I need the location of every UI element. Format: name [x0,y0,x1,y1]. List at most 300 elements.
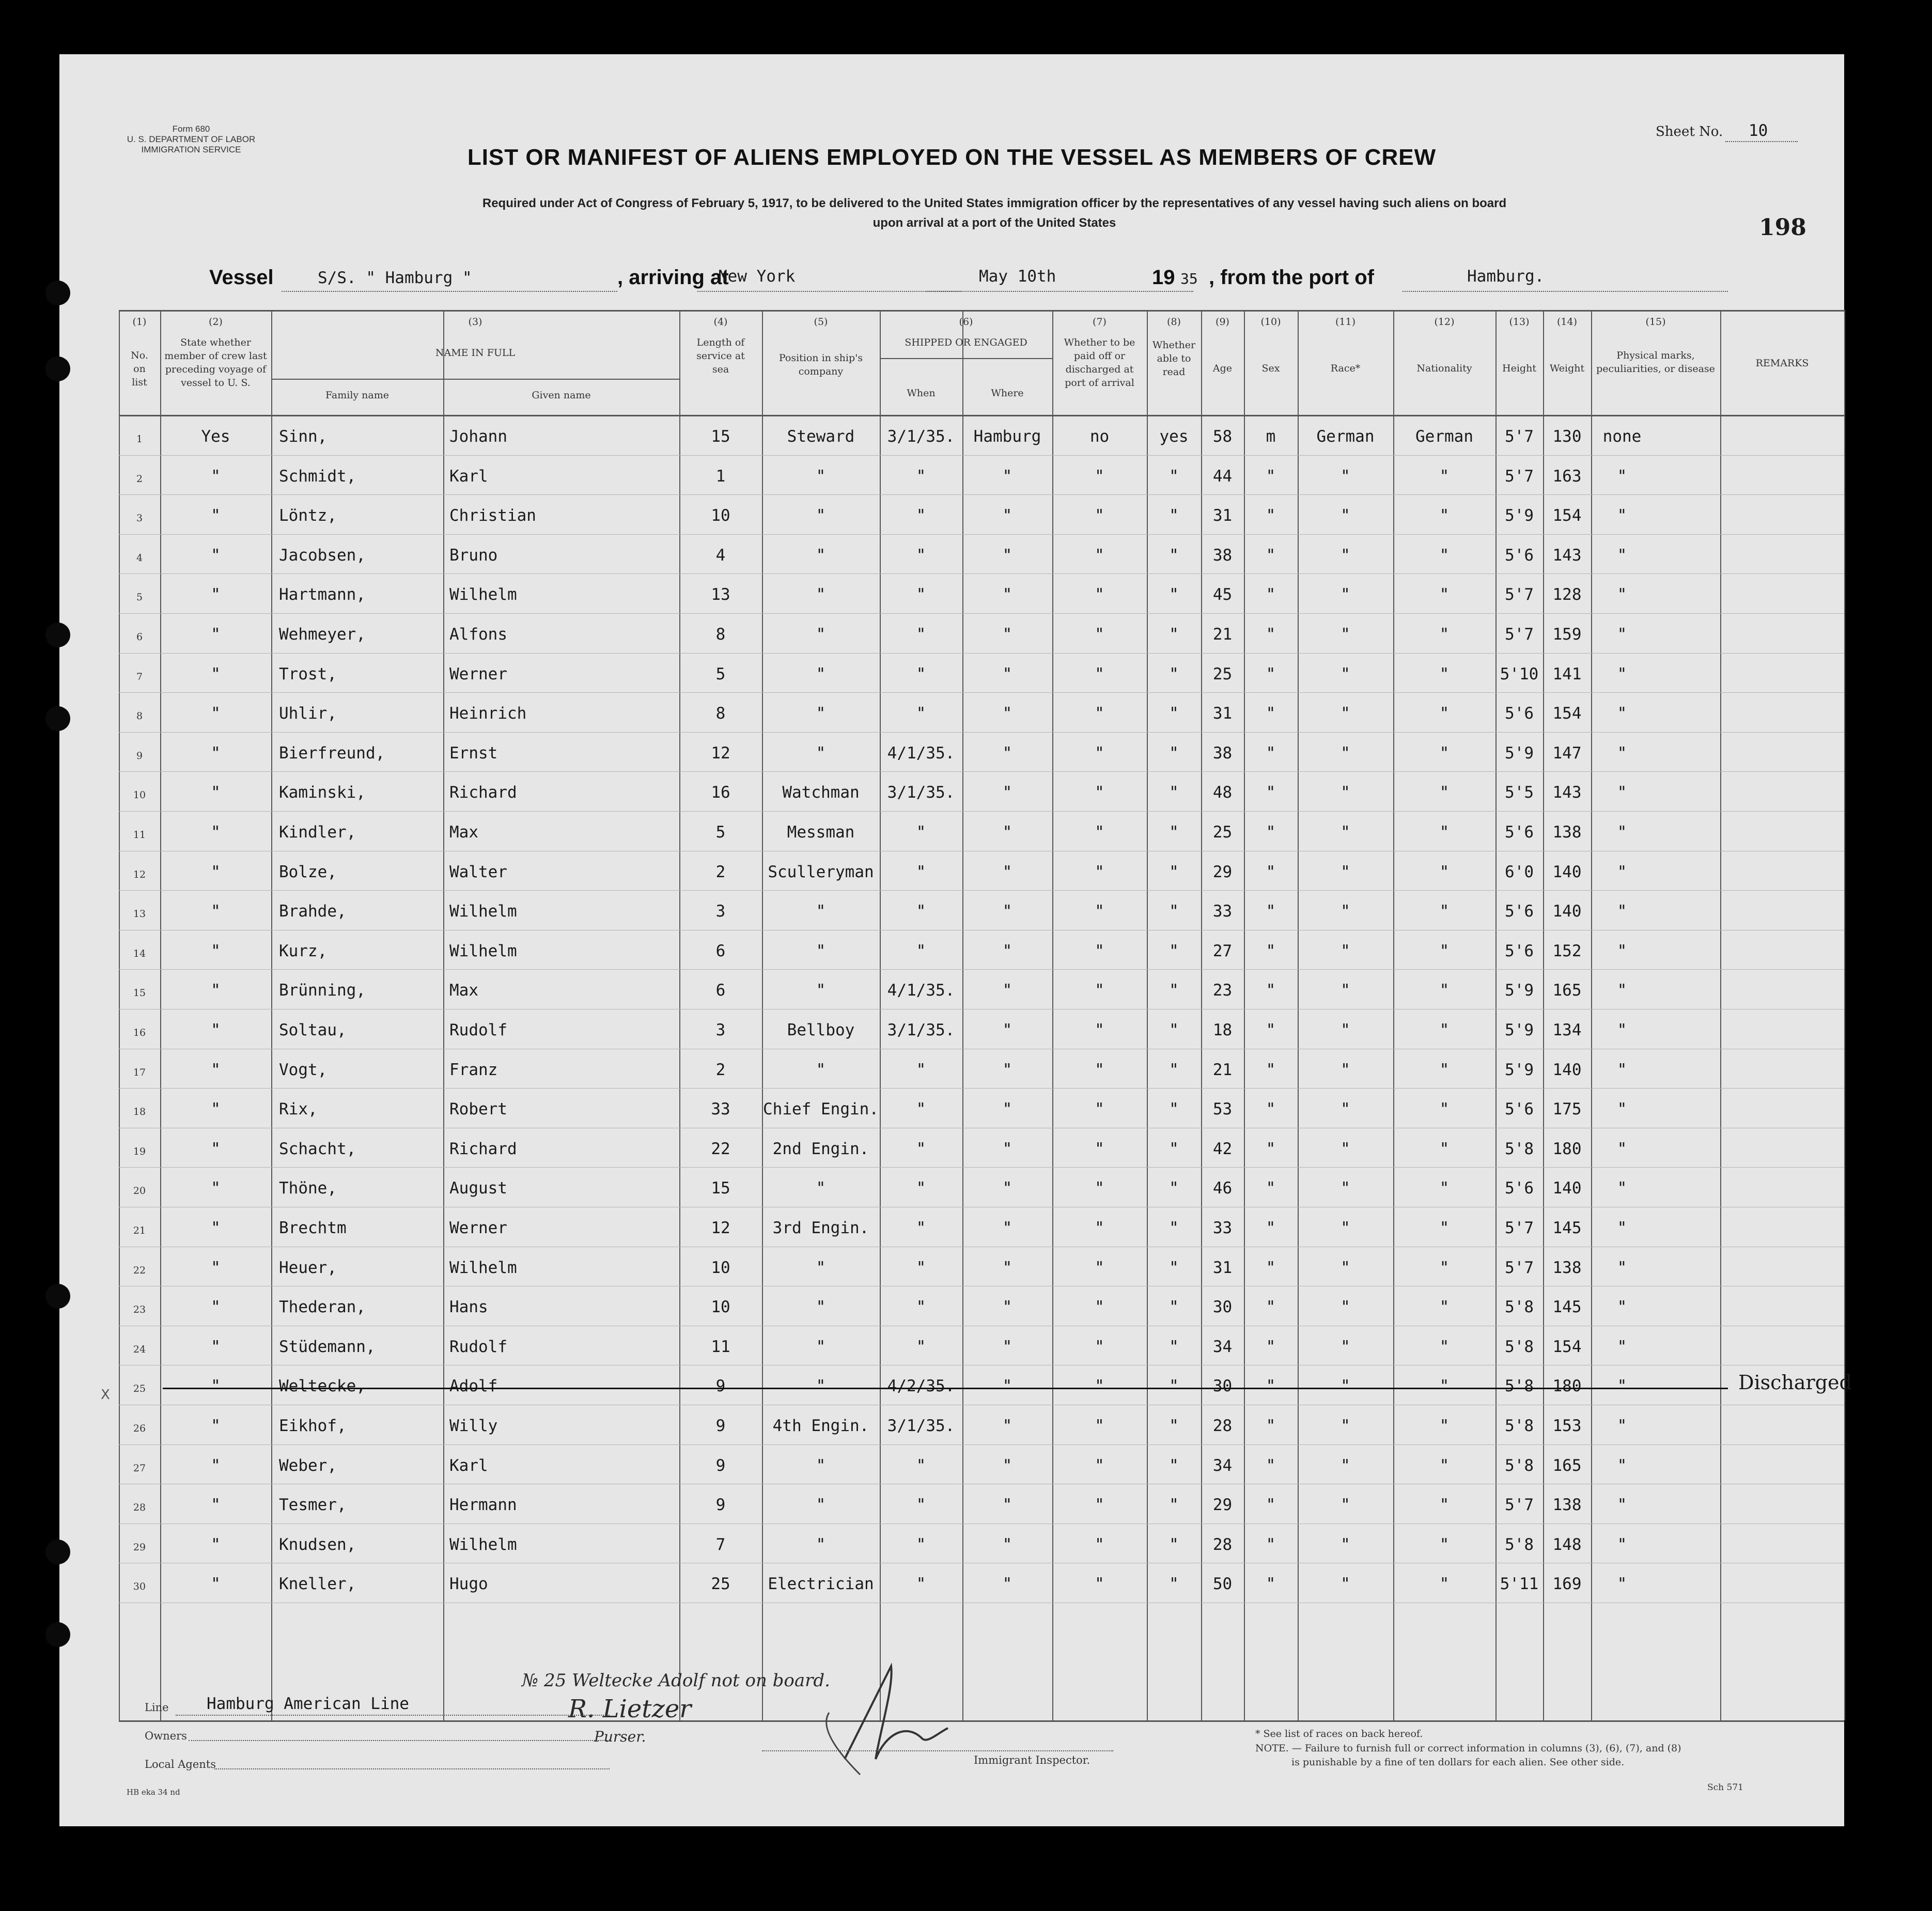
cell-no: 10 [133,789,146,801]
cell-position: " [816,1337,826,1356]
cell-service: 3 [715,902,726,921]
cell-no: 25 [133,1383,146,1395]
cell-when: " [916,1298,926,1317]
cell-when: " [916,506,926,525]
cell-prev: " [211,704,221,723]
vessel-label: Vessel [209,266,274,289]
cell-weight: 169 [1552,1575,1582,1594]
cell-read: " [1169,546,1179,565]
cell-paid: " [1095,664,1104,683]
cell-position: " [816,467,826,486]
col-header-age: Age [1212,363,1233,374]
cell-nat: " [1439,1417,1450,1435]
cell-nat: " [1439,704,1450,723]
cell-read: " [1169,783,1179,802]
cell-prev: " [211,783,221,802]
cell-age: 29 [1212,1496,1233,1515]
cell-read: " [1169,1575,1179,1594]
col-header-service: Length of service at sea [696,337,745,375]
cell-weight: 175 [1552,1100,1582,1119]
cell-prev: " [211,546,221,565]
cell-family: Sinn, [279,427,328,446]
cell-position: " [816,546,826,565]
row-rule [119,534,1844,535]
cell-paid: " [1095,862,1104,881]
sheet-number-value: 10 [1749,121,1768,140]
cell-where: " [1002,1417,1012,1435]
cell-age: 29 [1212,862,1233,881]
cell-prev: " [211,1179,221,1198]
cell-position: " [816,981,826,1000]
cell-marks: " [1617,1100,1627,1119]
page-stamp: 198 [1759,214,1806,241]
row-rule [119,890,1844,891]
cell-paid: " [1095,981,1104,1000]
cell-race: " [1341,1417,1350,1435]
cell-weight: 143 [1552,783,1582,802]
cell-age: 42 [1212,1139,1233,1158]
cell-height: 5'9 [1505,1060,1534,1079]
cell-marks: " [1617,546,1627,565]
cell-sex: " [1266,1179,1276,1198]
cell-nat: " [1439,981,1450,1000]
cell-given: Karl [449,467,488,486]
cell-nat: " [1439,546,1450,565]
cell-prev: " [211,1417,221,1435]
cell-when: " [916,585,926,604]
cell-read: " [1169,1535,1179,1554]
cell-no: 5 [136,592,143,603]
cell-marks: " [1617,585,1627,604]
cell-prev: " [211,862,221,881]
cell-marks: " [1617,1139,1627,1158]
cell-when: 3/1/35. [887,427,955,446]
cell-nat: " [1439,1496,1450,1515]
cell-age: 46 [1212,1179,1233,1198]
cell-marks: none [1602,427,1642,446]
col-header-remarks: REMARKS [1755,358,1809,369]
cell-given: Adolf [449,1377,498,1396]
cell-race: " [1341,546,1350,565]
cell-marks: " [1617,1575,1627,1594]
cell-height: 5'8 [1505,1298,1534,1317]
cell-age: 44 [1212,467,1233,486]
cell-race: " [1341,743,1350,763]
cell-read: " [1169,1377,1179,1396]
cell-given: Wilhelm [449,1258,517,1277]
cell-read: " [1169,1337,1179,1356]
cell-where: " [1002,1258,1012,1277]
cell-weight: 154 [1552,1337,1582,1356]
cell-where: " [1002,783,1012,802]
row-rule [119,455,1844,456]
cell-marks: " [1617,1258,1627,1277]
cell-family: Hartmann, [279,585,366,604]
cell-paid: " [1095,625,1104,644]
cell-no: 26 [133,1423,146,1434]
cell-height: 5'7 [1505,1219,1534,1237]
cell-family: Jacobsen, [279,546,366,565]
cell-position: Bellboy [787,1021,855,1039]
cell-no: 29 [133,1541,146,1553]
cell-race: " [1341,1496,1350,1515]
cell-sex: " [1266,1100,1276,1119]
cell-sex: " [1266,1139,1276,1158]
cell-nat: " [1439,902,1450,921]
cell-age: 31 [1212,1258,1233,1277]
cell-no: 24 [133,1343,146,1355]
cell-read: " [1169,1456,1179,1475]
cell-read: " [1169,902,1179,921]
cell-marks: " [1617,1377,1627,1396]
cell-race: " [1341,585,1350,604]
cell-weight: 138 [1552,1496,1582,1515]
cell-read: " [1169,1417,1179,1435]
cell-height: 5'9 [1505,506,1534,525]
cell-family: Knudsen, [279,1535,356,1554]
cell-paid: " [1095,1060,1104,1079]
immigrant-inspector-label: Immigrant Inspector. [974,1754,1090,1766]
cell-nat: " [1439,1535,1450,1554]
page-subtitle [245,194,1743,233]
cell-no: 3 [136,512,143,524]
cell-no: 30 [133,1581,146,1593]
row-rule [119,573,1844,574]
row-rule [119,494,1844,495]
cell-where: " [1002,1496,1012,1515]
cell-weight: 180 [1552,1377,1582,1396]
cell-race: " [1341,941,1350,960]
cell-given: Werner [449,664,507,683]
cell-weight: 138 [1552,823,1582,842]
cell-marks: " [1617,467,1627,486]
cell-sex: " [1266,1575,1276,1594]
cell-where: " [1002,862,1012,881]
cell-family: Bolze, [279,862,337,881]
cell-service: 4 [715,546,726,565]
cell-sex: " [1266,467,1276,486]
cell-when: " [916,941,926,960]
cell-given: Robert [449,1100,507,1119]
cell-when: " [916,467,926,486]
note-penalty-1: NOTE. — Failure to furnish full or correct information in columns (3), (6), (7), and (8) [1255,1743,1681,1754]
cell-nat: " [1439,1337,1450,1356]
cell-sex: " [1266,1337,1276,1356]
cell-sex: " [1266,1535,1276,1554]
cell-position: Chief Engin. [763,1100,879,1119]
cell-marks: " [1617,1496,1627,1515]
col-header-physical-marks: Physical marks, peculiarities, or disease [1596,350,1715,375]
cell-marks: " [1617,506,1627,525]
cell-marks: " [1617,823,1627,842]
cell-weight: 165 [1552,981,1582,1000]
cell-marks: " [1617,981,1627,1000]
cell-where: " [1002,1179,1012,1198]
col-num: (1) [132,316,147,328]
cell-position: " [816,1060,826,1079]
cell-no: 20 [133,1185,146,1197]
arriving-label: , arriving at [617,266,729,289]
punch-hole [45,356,70,381]
cell-nat: " [1439,1456,1450,1475]
cell-height: 5'10 [1500,664,1539,683]
cell-service: 16 [711,783,730,802]
cell-marks: " [1617,862,1627,881]
cell-where: " [1002,506,1012,525]
cell-marks: " [1617,941,1627,960]
cell-position: " [816,902,826,921]
cell-read: " [1169,467,1179,486]
cell-service: 33 [711,1100,730,1119]
cell-nat: " [1439,664,1450,683]
cell-read: " [1169,1496,1179,1515]
cell-sex: " [1266,546,1276,565]
cell-weight: 128 [1552,585,1582,604]
cell-no: 12 [133,868,146,880]
cell-nat: " [1439,1179,1450,1198]
cell-read: " [1169,1139,1179,1158]
cell-age: 25 [1212,664,1233,683]
sheet-number-label: Sheet No. [1656,124,1723,139]
cell-paid: " [1095,1337,1104,1356]
cell-no: 11 [133,829,146,841]
cell-race: " [1341,902,1350,921]
row-rule [119,653,1844,654]
cell-service: 22 [711,1139,730,1158]
cell-family: Schacht, [279,1139,356,1158]
cell-sex: " [1266,862,1276,881]
cell-position: " [816,1258,826,1277]
cell-prev: " [211,1496,221,1515]
cell-nat: " [1439,1298,1450,1317]
cell-prev: " [211,1139,221,1158]
purser-title: Purser. [594,1728,646,1745]
cell-where: " [1002,1100,1012,1119]
cell-height: 5'6 [1505,902,1534,921]
cell-sex: " [1266,585,1276,604]
cell-when: " [916,1535,926,1554]
cell-nat: German [1415,427,1473,446]
cell-paid: " [1095,941,1104,960]
cell-read: " [1169,704,1179,723]
col-header-when: When [907,387,936,399]
cell-sex: " [1266,704,1276,723]
cell-paid: " [1095,1179,1104,1198]
arrival-date: May 10th [979,267,1056,286]
cell-service: 8 [715,625,726,644]
cell-service: 15 [711,427,730,446]
cell-where: " [1002,1219,1012,1237]
cell-read: " [1169,941,1179,960]
cell-service: 5 [715,664,726,683]
cell-given: Rudolf [449,1337,507,1356]
cell-family: Löntz, [279,506,337,525]
cell-where: Hamburg [973,427,1041,446]
cell-prev: " [211,1258,221,1277]
cell-age: 38 [1212,743,1233,763]
arrival-port: New York [718,267,796,286]
row-rule [119,969,1844,970]
cell-no: 14 [133,947,146,959]
cell-race: " [1341,467,1350,486]
cell-age: 31 [1212,506,1233,525]
cell-height: 5'8 [1505,1417,1534,1435]
cell-no: 6 [136,631,143,643]
cell-given: Werner [449,1219,507,1237]
cell-read: " [1169,743,1179,763]
cell-when: 4/2/35. [887,1377,955,1396]
cell-service: 15 [711,1179,730,1198]
cell-when: " [916,1456,926,1475]
cell-sex: " [1266,625,1276,644]
cell-sex: m [1266,427,1276,446]
punch-hole [45,623,70,647]
cell-race: " [1341,783,1350,802]
cell-where: " [1002,585,1012,604]
cell-weight: 134 [1552,1021,1582,1039]
cell-given: Alfons [449,625,507,644]
cell-service: 10 [711,1258,730,1277]
cell-service: 6 [715,941,726,960]
cell-when: " [916,1219,926,1237]
cell-race: " [1341,1456,1350,1475]
cell-when: " [916,1139,926,1158]
cell-given: Wilhelm [449,1535,517,1554]
cell-height: 5'7 [1505,585,1534,604]
cell-given: Hans [449,1298,488,1317]
cell-no: 17 [133,1066,146,1078]
cell-weight: 154 [1552,704,1582,723]
cell-where: " [1002,941,1012,960]
cell-position: Sculleryman [768,862,874,881]
cell-service: 12 [711,743,730,763]
cell-sex: " [1266,981,1276,1000]
row-rule [119,732,1844,733]
cell-service: 9 [715,1377,726,1396]
cell-given: Hugo [449,1575,488,1594]
cell-paid: " [1095,1139,1104,1158]
cell-height: 5'6 [1505,546,1534,565]
cell-where: " [1002,902,1012,921]
cell-prev: Yes [201,427,230,446]
cell-when: " [916,704,926,723]
cell-age: 48 [1212,783,1233,802]
cell-paid: " [1095,467,1104,486]
cell-where: " [1002,625,1012,644]
cell-sex: " [1266,1417,1276,1435]
col-header-name: NAME IN FULL [435,347,516,359]
cell-family: Weltecke, [279,1377,366,1396]
cell-service: 9 [715,1417,726,1435]
cell-read: yes [1159,427,1189,446]
cell-prev: " [211,1377,221,1396]
cell-family: Vogt, [279,1060,328,1079]
cell-family: Eikhof, [279,1417,347,1435]
local-agents-label: Local Agents [145,1758,216,1770]
cell-position: " [816,941,826,960]
cell-prev: " [211,506,221,525]
cell-height: 5'7 [1505,467,1534,486]
cell-family: Kaminski, [279,783,366,802]
punch-hole [45,281,70,305]
cell-when: 4/1/35. [887,743,955,763]
cell-weight: 154 [1552,506,1582,525]
cell-no: 15 [133,987,146,999]
cell-position: " [816,1298,826,1317]
cell-no: 19 [133,1145,146,1157]
cell-given: Max [449,981,478,1000]
cell-paid: " [1095,1575,1104,1594]
cell-marks: " [1617,902,1627,921]
cell-height: 5'6 [1505,823,1534,842]
col-header-read: Whether able to read [1152,339,1196,378]
col-header-paid-off: Whether to be paid off or discharged at port of arrival [1064,337,1135,389]
cell-given: Rudolf [449,1021,507,1039]
cell-height: 5'7 [1505,1258,1534,1277]
punch-hole [45,1540,70,1564]
cell-nat: " [1439,1060,1450,1079]
cell-nat: " [1439,941,1450,960]
cell-service: 9 [715,1496,726,1515]
inspector-signature [783,1656,979,1785]
cell-weight: 145 [1552,1298,1582,1317]
cell-prev: " [211,1100,221,1119]
cell-marks: " [1617,1456,1627,1475]
cell-given: Wilhelm [449,941,517,960]
cell-given: Karl [449,1456,488,1475]
cell-position: " [816,1179,826,1198]
col-num: (4) [713,316,728,328]
row-rule [119,692,1844,693]
col-num: (3) [468,316,482,328]
cell-family: Weber, [279,1456,337,1475]
cell-family: Schmidt, [279,467,356,486]
cell-sex: " [1266,783,1276,802]
cell-nat: " [1439,1139,1450,1158]
cell-height: 5'8 [1505,1139,1534,1158]
cell-given: Willy [449,1417,498,1435]
cell-height: 5'6 [1505,1179,1534,1198]
cell-age: 28 [1212,1535,1233,1554]
cell-prev: " [211,467,221,486]
cell-family: Tesmer, [279,1496,347,1515]
cell-service: 13 [711,585,730,604]
cell-weight: 130 [1552,427,1582,446]
row-x-mark: X [101,1387,110,1403]
cell-weight: 140 [1552,1179,1582,1198]
punch-hole [45,1622,70,1647]
cell-age: 23 [1212,981,1233,1000]
cell-when: 4/1/35. [887,981,955,1000]
handwritten-note: № 25 Weltecke Adolf not on board. [522,1670,830,1691]
cell-nat: " [1439,506,1450,525]
cell-sex: " [1266,1377,1276,1396]
cell-nat: " [1439,1258,1450,1277]
cell-no: 7 [136,671,143,682]
cell-nat: " [1439,743,1450,763]
cell-weight: 141 [1552,664,1582,683]
cell-no: 9 [136,750,143,762]
cell-read: " [1169,1021,1179,1039]
cell-paid: " [1095,1377,1104,1396]
cell-given: Wilhelm [449,902,517,921]
cell-when: " [916,1496,926,1515]
cell-where: " [1002,664,1012,683]
cell-weight: 153 [1552,1417,1582,1435]
cell-family: Kneller, [279,1575,356,1594]
cell-age: 53 [1212,1100,1233,1119]
from-port-label: , from the port of [1209,266,1374,289]
